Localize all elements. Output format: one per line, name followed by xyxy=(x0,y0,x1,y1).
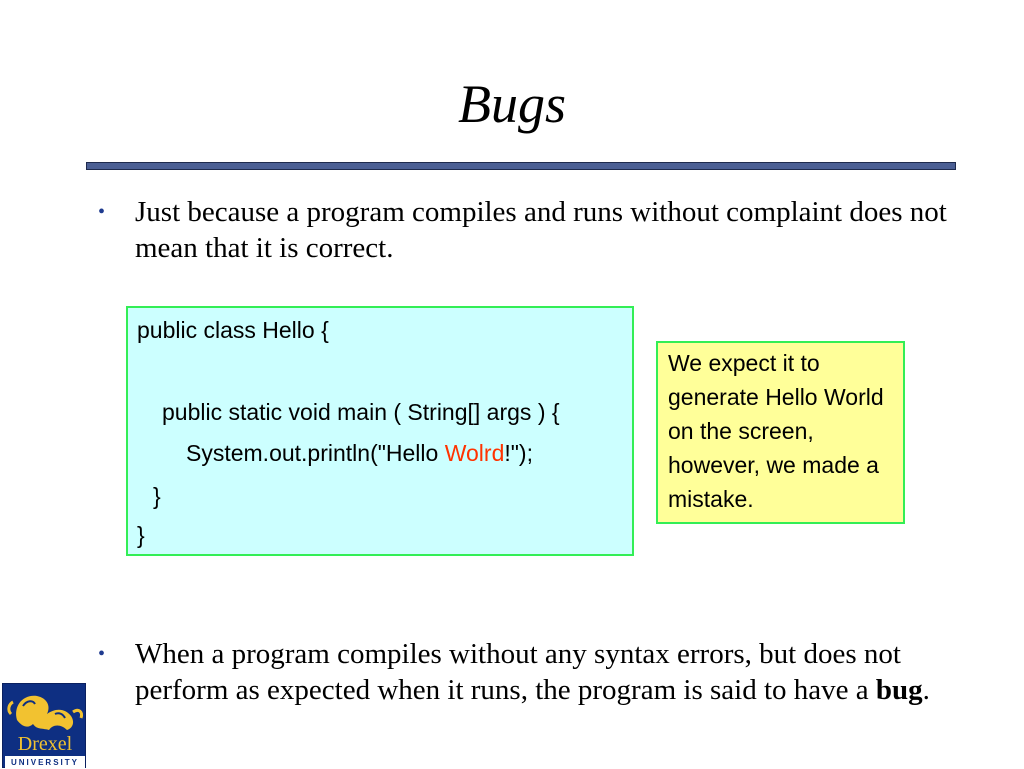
bullet-text-1 xyxy=(135,194,955,266)
title-divider xyxy=(86,162,956,170)
code-line-5: } xyxy=(137,522,145,548)
logo-name: Drexel xyxy=(17,733,73,755)
dragon-icon xyxy=(3,684,87,769)
code-line-1: public class Hello { xyxy=(137,317,329,343)
logo-subtitle: UNIVERSITY xyxy=(10,758,80,767)
code-line-3-pre: System.out.println("Hello xyxy=(186,440,445,466)
code-line-4: } xyxy=(153,483,161,509)
callout-text: We expect it to generate Hello World on the screen, however, we made a mistake. xyxy=(668,350,884,512)
bullet-text-2-body: When a program compiles without any syntax errors, but does not perform as expected when it runs, the program is said to have a xyxy=(135,638,901,706)
code-line-3 xyxy=(186,439,533,467)
bullet-bold-term: bug xyxy=(875,674,923,706)
bullet-dot-icon: • xyxy=(98,643,106,665)
drexel-logo xyxy=(2,683,86,768)
code-typo: Wolrd xyxy=(444,440,505,466)
bullet-text-2-end: . xyxy=(922,674,930,706)
bullet-text-1-body: Just because a program compiles and runs without complaint does not mean that it is correct. xyxy=(135,196,947,264)
code-line-2: public static void main ( String[] args ) { xyxy=(162,399,560,425)
slide-title: Bugs xyxy=(458,74,566,134)
bullet-text-2 xyxy=(135,636,955,708)
code-line-3-post: !"); xyxy=(504,440,533,466)
bullet-dot-icon: • xyxy=(98,201,106,223)
